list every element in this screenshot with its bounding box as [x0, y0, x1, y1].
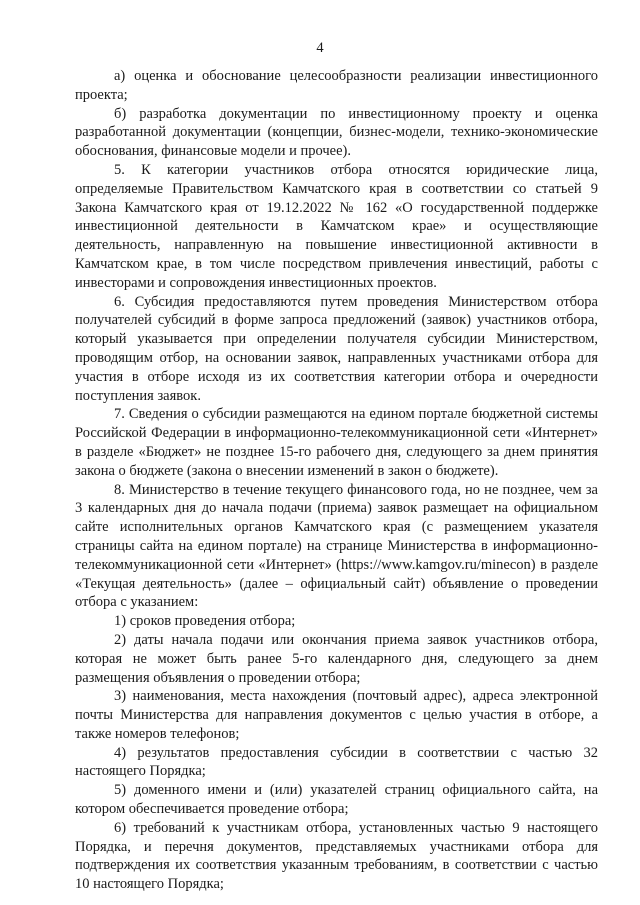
paragraph-5: 5. К категории участников отбора относятся юридические лица, определяемые Правительством Камчатского края в соответствии со статьей 9 Закона Камчатского края от 19.12.2022 № 162 «О государственной поддержке инвестиционной деятельности в Камчатском крае» и осуществляющие деятельность, направленную на повышение инвестиционной активности в Камчатском крае, в том числе посредством привлечения инвестиций, работы с инвесторами и сопровождения инвестиционных проектов.	[75, 161, 598, 291]
list-item-5: 5) доменного имени и (или) указателей страниц официального сайта, на котором обеспечивается проведение отбора;	[75, 782, 598, 818]
document-body	[75, 67, 598, 894]
list-item-2: 2) даты начала подачи или окончания приема заявок участников отбора, которая не может быть ранее 5-го календарного дня, следующего за днем размещения объявления о проведении отбора;	[75, 631, 598, 686]
list-item-3: 3) наименования, места нахождения (почтовый адрес), адреса электронной почты Министерства для направления документов с целью участия в отборе, а также номеров телефонов;	[75, 688, 598, 742]
paragraph-8: 8. Министерство в течение текущего финансового года, но не позднее, чем за 3 календарных дня до начала подачи (приема) заявок размещает на официальном сайте исполнительных органов Камчатского края (с размещением указателя страницы сайта на едином портале) на странице Министерства в информационно-телекоммуникационной сети «Интернет» (https://www.kamgov.ru/minecon) в разделе «Текущая деятельность» (далее – официальный сайт) объявление о проведении отбора с указанием:	[75, 481, 598, 611]
list-item-6: 6) требований к участникам отбора, установленных частью 9 настоящего Порядка, и перечня документов, представляемых участниками отбора для подтверждения их соответствия указанным требованиям, в соответствии с частью 10 настоящего Порядка;	[75, 819, 598, 893]
paragraph-item-a: а) оценка и обоснование целесообразности реализации инвестиционного проекта;	[75, 68, 598, 103]
list-item-4: 4) результатов предоставления субсидии в соответствии с частью 32 настоящего Порядка;	[75, 744, 598, 780]
paragraph-item-b: б) разработка документации по инвестиционному проекту и оценка разработанной документации (концепции, бизнес-модели, технико-экономические обоснования, финансовые модели и прочее).	[75, 105, 598, 160]
list-item-1: 1) сроков проведения отбора;	[114, 613, 296, 630]
paragraph-6: 6. Субсидия предоставляются путем проведения Министерством отбора получателей субсидий в форме запроса предложений (заявок) участников отбора, который указывается при определении получателя субсидии Министерством, проводящим отбор, на основании заявок, направленных участниками отбора для участия в отборе исходя из их соответствия категории отбора и очередности поступления заявок.	[75, 293, 598, 404]
page-number: 4	[316, 40, 324, 56]
paragraph-7: 7. Сведения о субсидии размещаются на едином портале бюджетной системы Российской Федерации в информационно-телекоммуникационной сети «Интернет» в разделе «Бюджет» не позднее 15-го рабочего дня, следующего за днем принятия закона о бюджете (закона о внесении изменений в закон о бюджете).	[75, 406, 598, 479]
